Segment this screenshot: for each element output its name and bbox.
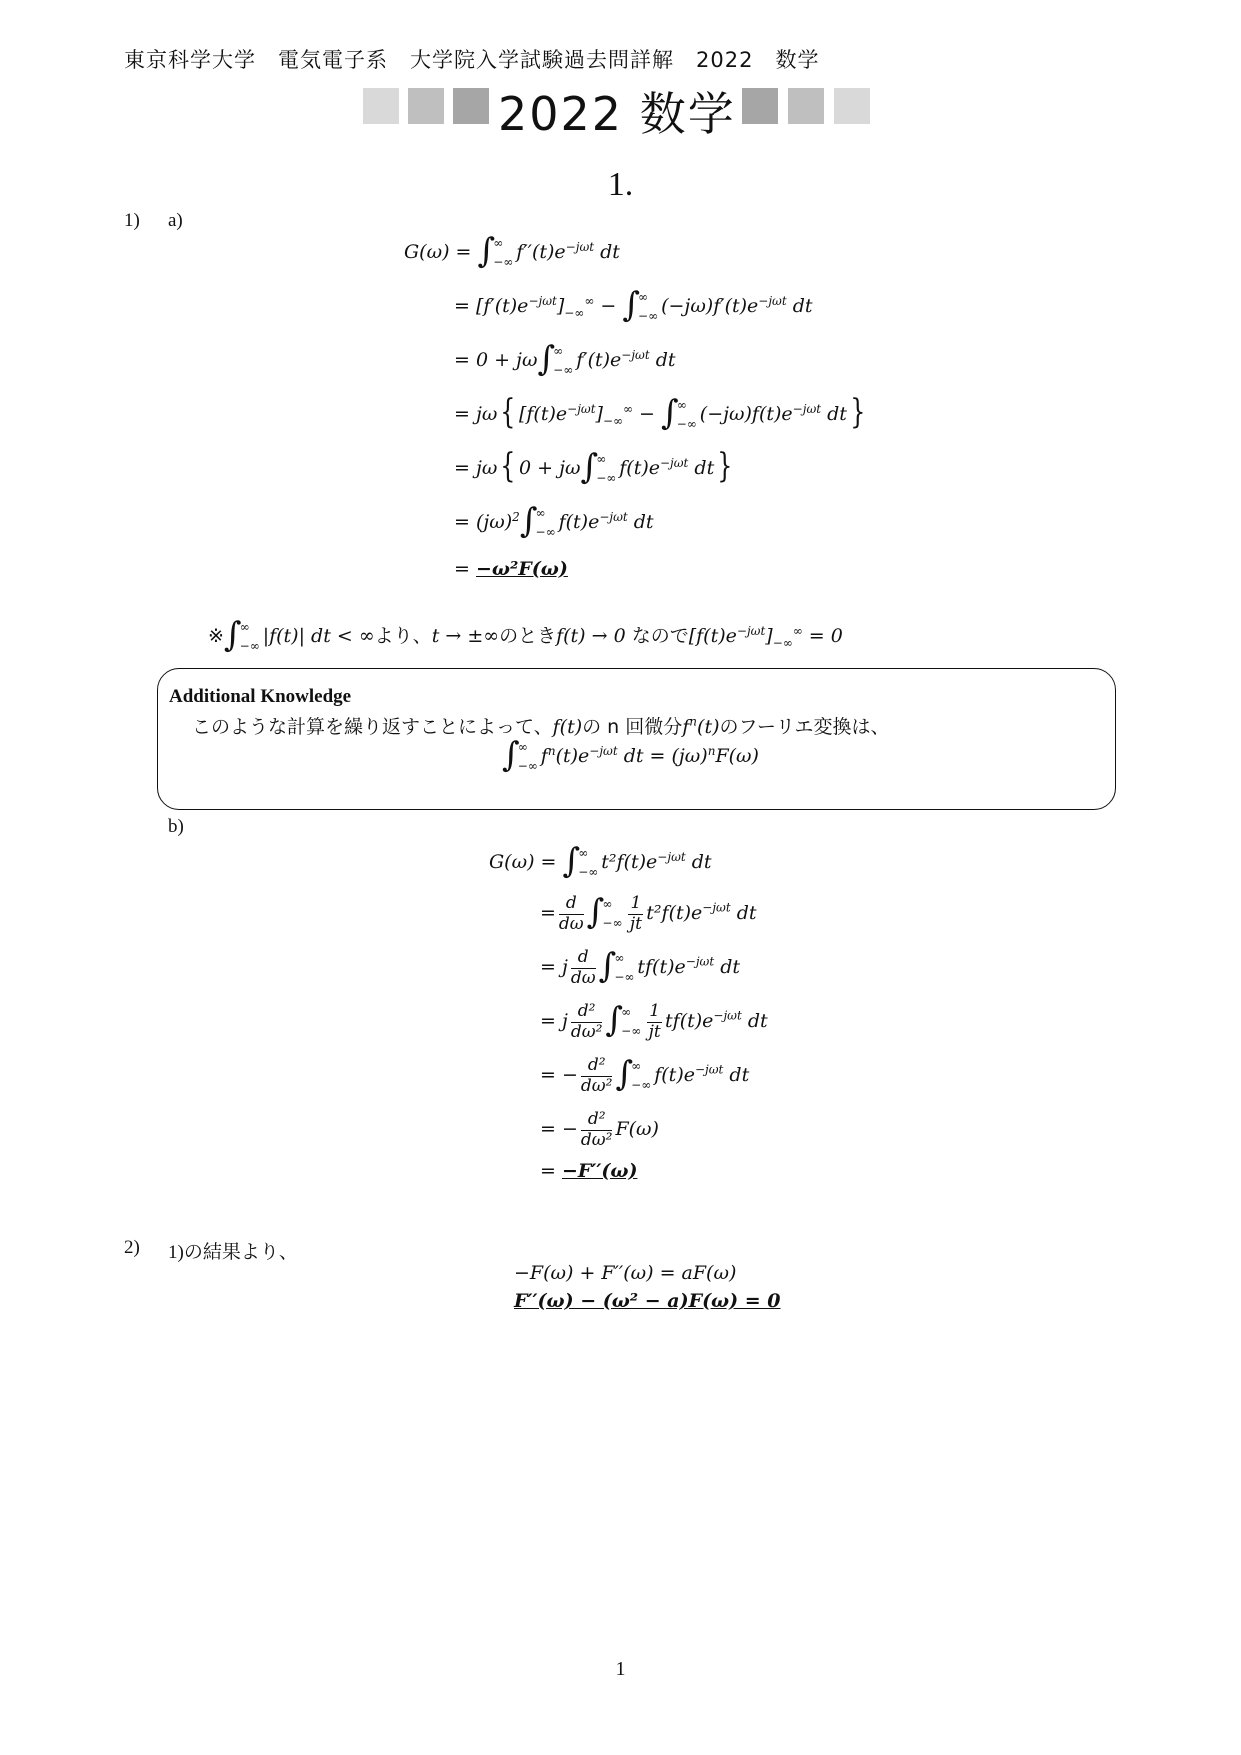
equation-line: = j $\frac{\text{d²}}{\text{dω²}}$ ∫∞ −∞ $\frac{1}{jt}$ $tf(t)e^{-j\omega t}$ dt	[540, 1000, 768, 1042]
subpart-label: a)	[168, 210, 183, 231]
equation-line: = jω{ $[f(t)e^{-j\omega t}]_{-\infty}^\infty$ − ∫∞ −∞ $(-j\omega)f(t)e^{-j\omega t}$ dt}	[454, 392, 866, 434]
banner-square	[742, 88, 778, 124]
part-label: 1)	[124, 210, 140, 231]
document-header: 東京科学大学 電気電子系 大学院入学試験過去問詳解 2022 数学	[124, 48, 820, 72]
part2-text: 1)の結果より、	[168, 1242, 298, 1263]
equation-result: = −ω²F(ω)	[454, 558, 568, 580]
banner-square	[834, 88, 870, 124]
equation-line: G(ω) = ∫∞ −∞ $t^2f(t)e^{-j\omega t}$ dt	[489, 841, 712, 882]
question-number: 1.	[607, 166, 634, 203]
box-equation: ∫∞ −∞ $f^n(t)e^{-j\omega t}$ dt = $(j\omega)^nF(\omega)$	[502, 735, 759, 776]
equation-line: = j $\frac{d}{d\omega}$ ∫∞ −∞ $tf(t)e^{-j\omega t}$ dt	[540, 946, 740, 988]
equation-line: = − $\frac{\text{d²}}{\text{dω²}}$ F(ω)	[540, 1109, 659, 1150]
title-banner	[0, 82, 1241, 141]
box-text: このような計算を繰り返すことによって、f(t)の n 回微分$f^n(t)$のフーリエ変換は、	[192, 714, 890, 738]
banner-square	[788, 88, 824, 124]
equation-line: = $\frac{d}{d\omega}$ ∫∞ −∞ $\frac{1}{jt}$ $t^2f(t)e^{-j\omega t}$ dt	[540, 892, 757, 934]
equation-line: = $[f'(t)e^{-j\omega t}]_{-\infty}^\infty$ − ∫∞ −∞ $(-j\omega)f'(t)e^{-j\omega t}$ dt	[454, 285, 813, 326]
equation-line: = jω{ 0 + jω∫∞ −∞ $f(t)e^{-j\omega t}$ dt}	[454, 446, 733, 488]
note-line: ※∫∞ −∞ |f(t)| dt < ∞より、t → ±∞のときf(t) → 0 なので$[f(t)e^{-j\omega t}]_{-\infty}^\infty = 0$	[208, 615, 843, 656]
banner-square	[363, 88, 399, 124]
equation-result: = −F′′(ω)	[540, 1160, 638, 1182]
box-title: Additional Knowledge	[169, 686, 352, 707]
equation-line: = 0 + jω∫∞ −∞ $f'(t)e^{-j\omega t}$ dt	[454, 339, 676, 380]
equation-line: G(ω) = ∫∞ −∞ $f''(t)e^{-j\omega t}$ dt	[404, 231, 620, 272]
banner-square	[453, 88, 489, 124]
page-number: 1	[615, 1658, 626, 1680]
equation-line: −F(ω) + F′′(ω) = aF(ω)	[514, 1262, 737, 1284]
banner-square	[408, 88, 444, 124]
banner-title: 2022 数学	[498, 87, 736, 141]
part-label: 2)	[124, 1237, 140, 1258]
equation-line: = − $\frac{\text{d²}}{\text{dω²}}$ ∫∞ −∞ $f(t)e^{-j\omega t}$ dt	[540, 1054, 750, 1096]
subpart-label: b)	[168, 816, 184, 837]
equation-line: = $(j\omega)^2\int\infty$ −∞ $f(t)e^{-j\omega t}$ dt	[454, 501, 654, 542]
equation-result: F′′(ω) − (ω² − a)F(ω) = 0	[514, 1290, 781, 1312]
